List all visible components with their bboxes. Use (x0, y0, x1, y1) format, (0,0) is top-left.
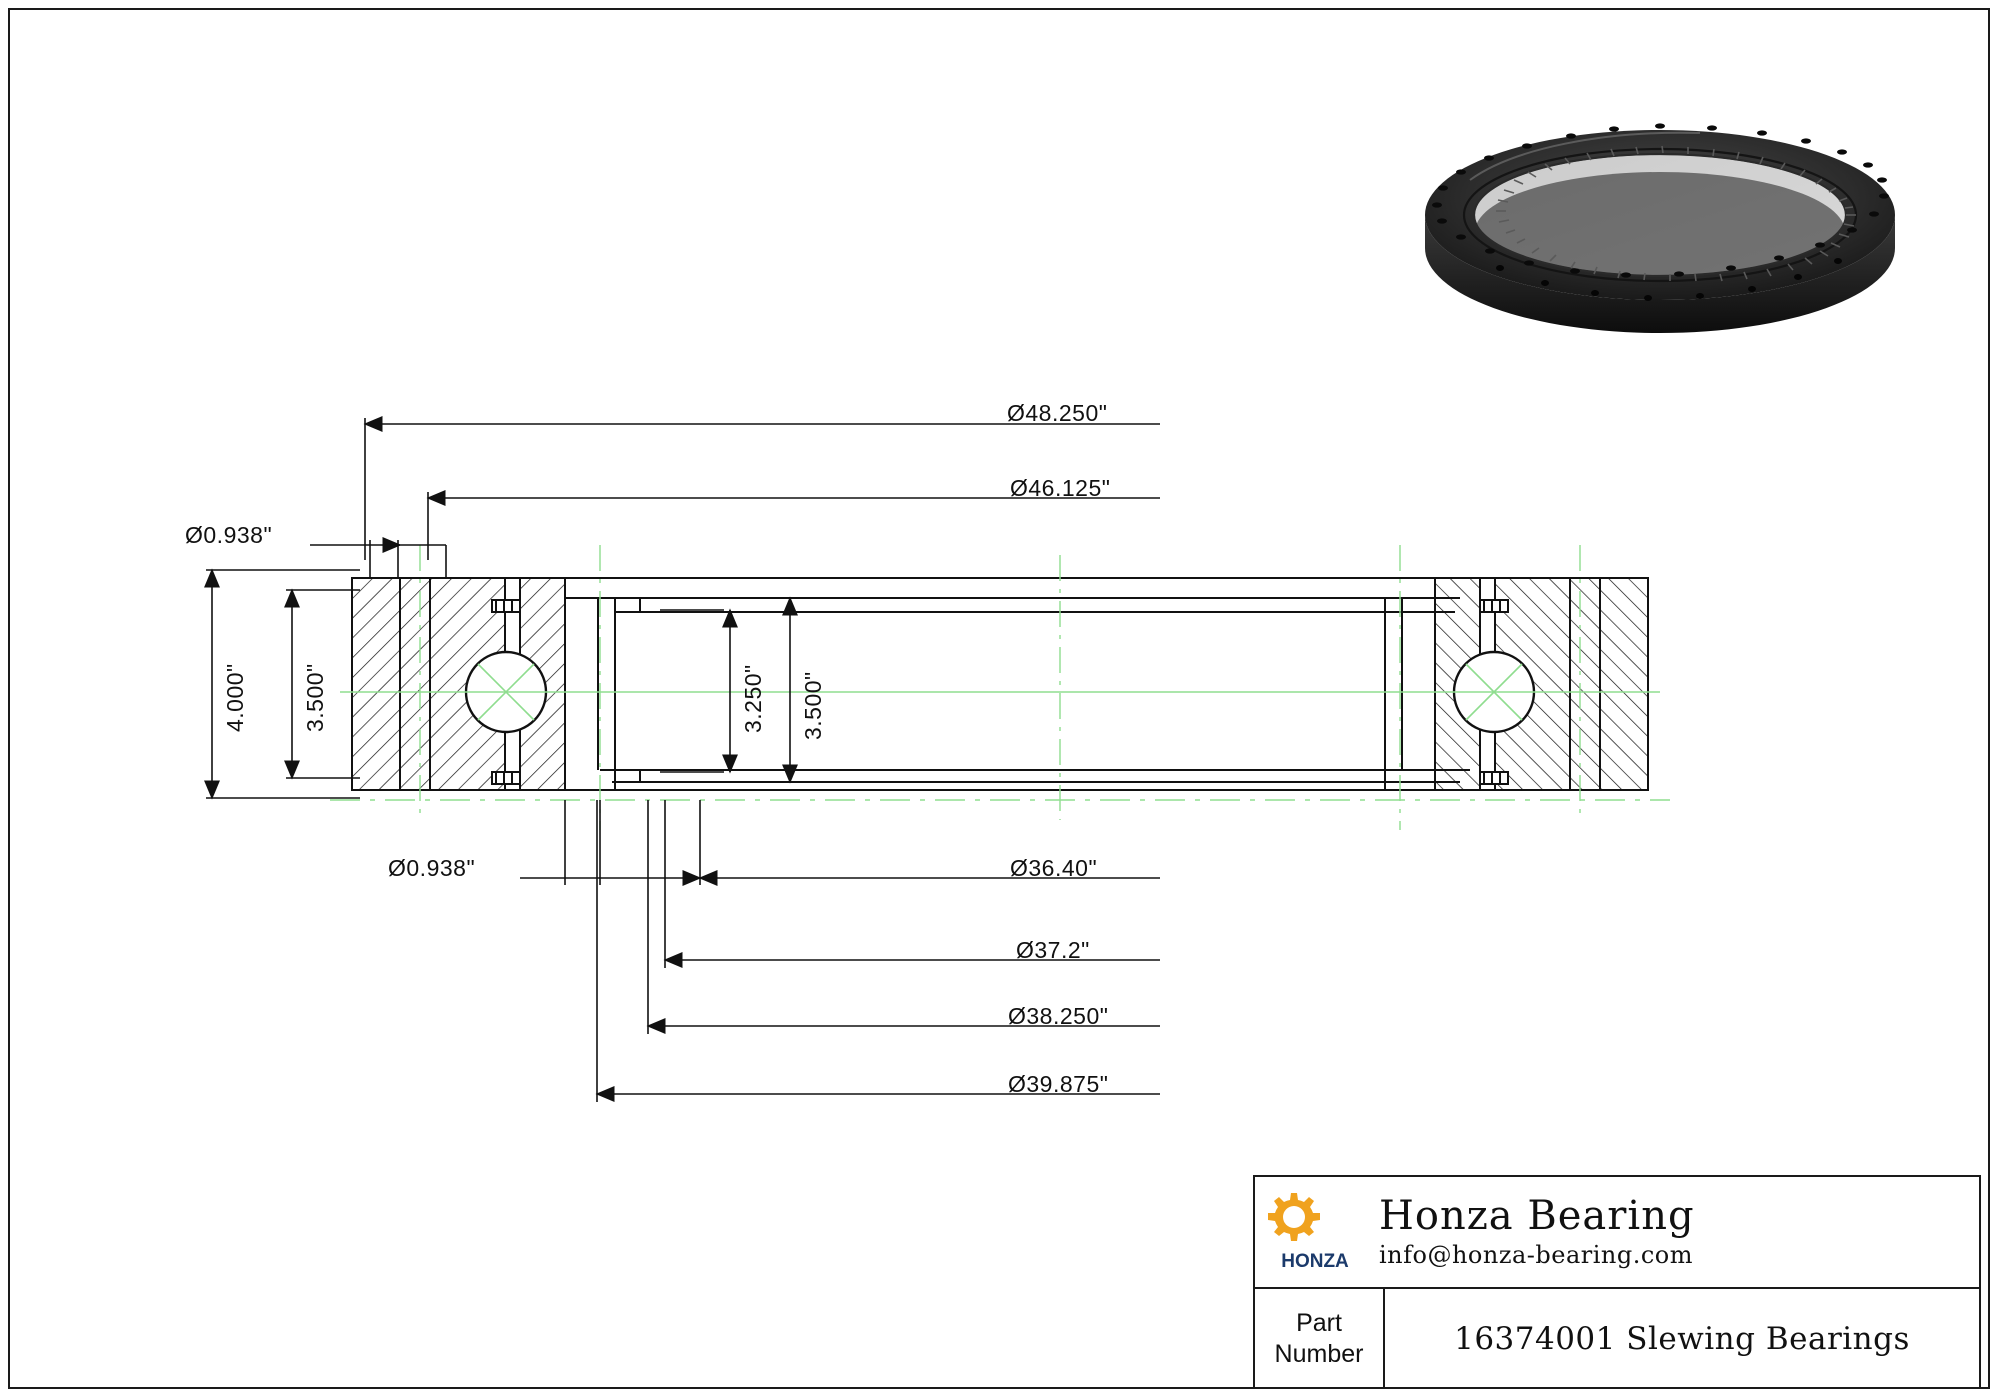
dim-inner-ring-height: 3.500" (800, 671, 826, 740)
part-number-value: 16374001 Slewing Bearings (1454, 1321, 1910, 1357)
dim-bolt-hole-bottom: Ø0.938" (388, 855, 476, 881)
dim-bore-id: Ø36.40" (1010, 855, 1098, 881)
dim-inner-bore-step: 3.250" (740, 664, 766, 733)
brand-email: info@honza-bearing.com (1379, 1241, 1694, 1269)
title-block (1253, 1175, 1981, 1389)
logo-wordmark: HONZA (1281, 1251, 1349, 1272)
title-block-header (1255, 1177, 1979, 1289)
part-label-line2: Number (1274, 1340, 1364, 1368)
brand-block (1375, 1195, 1695, 1269)
dim-gear-od: Ø46.125" (1010, 475, 1111, 501)
brand-name: Honza Bearing (1379, 1193, 1695, 1239)
gear-icon (1263, 1189, 1367, 1275)
dim-inner-bolt-circle: Ø38.250" (1008, 1003, 1109, 1029)
part-label-line1: Part (1296, 1308, 1342, 1337)
dim-outer-ring-height: 3.500" (302, 663, 328, 732)
dim-bolt-hole-top: Ø0.938" (185, 522, 273, 548)
dim-total-height: 4.000" (222, 663, 248, 732)
dim-outer-od: Ø48.250" (1007, 400, 1108, 426)
dim-seal-dia: Ø37.2" (1016, 937, 1090, 963)
dim-inner-step-dia: Ø39.875" (1008, 1071, 1109, 1097)
title-block-part-row (1255, 1289, 1979, 1389)
honza-gear-logo (1255, 1189, 1375, 1275)
part-number-label (1255, 1289, 1385, 1389)
